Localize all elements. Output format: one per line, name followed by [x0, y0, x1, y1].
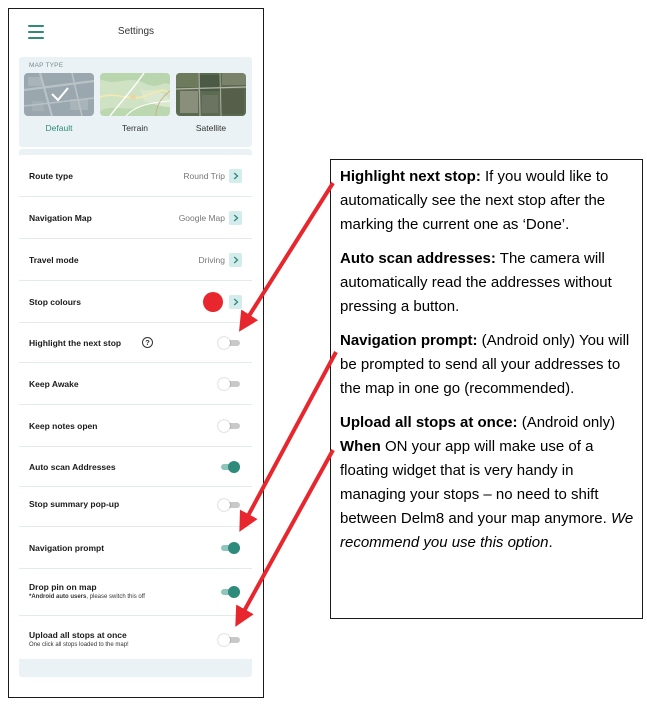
stop-summary-label: Stop summary pop-up: [29, 499, 120, 509]
highlight-next-stop-row: [19, 323, 252, 363]
map-option-label: Terrain: [122, 123, 148, 133]
stop-summary-row: [19, 487, 252, 527]
auto-scan-explanation-title: Auto scan addresses:: [340, 250, 496, 267]
drop-pin-subtext: [29, 594, 145, 600]
map-type-panel: [19, 57, 252, 147]
keep-notes-open-toggle[interactable]: [218, 420, 240, 432]
page-title: Settings: [117, 26, 155, 37]
highlight-next-stop-label: Highlight the next stop: [29, 338, 122, 348]
chevron-right-icon[interactable]: [229, 211, 242, 225]
navigation-map-value: Google Map: [178, 213, 225, 223]
top-bar: [9, 9, 263, 55]
drop-pin-label: Drop pin on map: [29, 582, 97, 592]
map-option-label: Satellite: [195, 123, 227, 133]
navigation-map-row[interactable]: [19, 197, 252, 239]
map-option-label: Default: [45, 123, 73, 133]
keep-notes-open-label: Keep notes open: [29, 421, 98, 431]
switch-off-text: , please switch this off: [86, 594, 145, 600]
upload-all-stops-toggle[interactable]: [218, 634, 240, 646]
drop-pin-row: [19, 569, 252, 616]
auto-scan-row: [19, 447, 252, 487]
upload-all-stops-label: Upload all stops at once: [29, 630, 127, 640]
travel-mode-value: Driving: [198, 255, 225, 265]
default-map-thumbnail: [24, 73, 94, 116]
map-type-label: MAP TYPE: [29, 62, 64, 69]
keep-awake-row: [19, 363, 252, 405]
navigation-prompt-row: [19, 527, 252, 569]
upload-explanation-recommendation: We recommend you use this option: [340, 510, 634, 551]
stop-summary-toggle[interactable]: [218, 499, 240, 511]
settings-list: [19, 155, 252, 659]
stop-colours-row[interactable]: [19, 281, 252, 323]
stop-colour-swatch[interactable]: [203, 292, 223, 312]
highlight-explanation: [340, 165, 634, 237]
navigation-prompt-toggle[interactable]: [218, 542, 240, 554]
upload-explanation-title: Upload all stops at once:: [340, 414, 518, 431]
question-circle-icon[interactable]: ?: [142, 337, 153, 348]
route-type-row[interactable]: [19, 155, 252, 197]
navigation-map-label: Navigation Map: [29, 213, 92, 223]
upload-all-stops-row: [19, 616, 252, 659]
highlight-explanation-title: Highlight next stop:: [340, 168, 481, 185]
route-type-label: Route type: [29, 171, 73, 181]
auto-scan-toggle[interactable]: [218, 461, 240, 473]
map-option-satellite[interactable]: [176, 73, 246, 135]
chevron-right-icon[interactable]: [229, 295, 242, 309]
map-option-default[interactable]: [24, 73, 94, 135]
settings-panel: [19, 149, 252, 677]
navigation-prompt-label: Navigation prompt: [29, 543, 105, 553]
upload-explanation-when: When: [340, 438, 381, 455]
travel-mode-row[interactable]: [19, 239, 252, 281]
navigation-prompt-explanation-text: (Android only) You will be prompted to send all your addresses to the map in one go (recommended).: [340, 332, 630, 397]
auto-scan-label: Auto scan Addresses: [29, 462, 116, 472]
stop-colours-label: Stop colours: [29, 297, 81, 307]
android-auto-users-text: *Android auto users: [29, 594, 87, 600]
keep-awake-toggle[interactable]: [218, 378, 240, 390]
highlight-next-stop-toggle[interactable]: [218, 337, 240, 349]
map-option-terrain[interactable]: [100, 73, 170, 135]
highlight-explanation-text: If you would like to automatically see the next stop after the marking the current one as ‘Done’.: [340, 168, 609, 233]
navigation-prompt-explanation: [340, 329, 634, 401]
chevron-right-icon[interactable]: [229, 169, 242, 183]
keep-notes-open-row: [19, 405, 252, 447]
route-type-value: Round Trip: [183, 171, 225, 181]
satellite-map-thumbnail: [176, 73, 246, 116]
upload-explanation-end: .: [548, 534, 553, 551]
travel-mode-label: Travel mode: [29, 255, 79, 265]
terrain-map-thumbnail: [100, 73, 170, 116]
keep-awake-label: Keep Awake: [29, 379, 79, 389]
auto-scan-explanation: [340, 247, 634, 319]
chevron-right-icon[interactable]: [229, 253, 242, 267]
upload-explanation-text: ON your app will make use of a floating widget that is very handy in managing your stops – no need to shift between Delm8 and your map anymore.: [340, 438, 611, 527]
upload-all-stops-subtext: One click all stops loaded to the map!: [29, 642, 129, 648]
drop-pin-toggle[interactable]: [218, 586, 240, 598]
phone-screen: [8, 8, 264, 698]
upload-explanation: [340, 411, 634, 555]
upload-explanation-text: (Android only): [517, 414, 616, 431]
navigation-prompt-explanation-title: Navigation prompt:: [340, 332, 478, 349]
auto-scan-explanation-text: The camera will automatically read the addresses without pressing a button.: [340, 250, 612, 315]
explanation-callout: [330, 159, 643, 619]
